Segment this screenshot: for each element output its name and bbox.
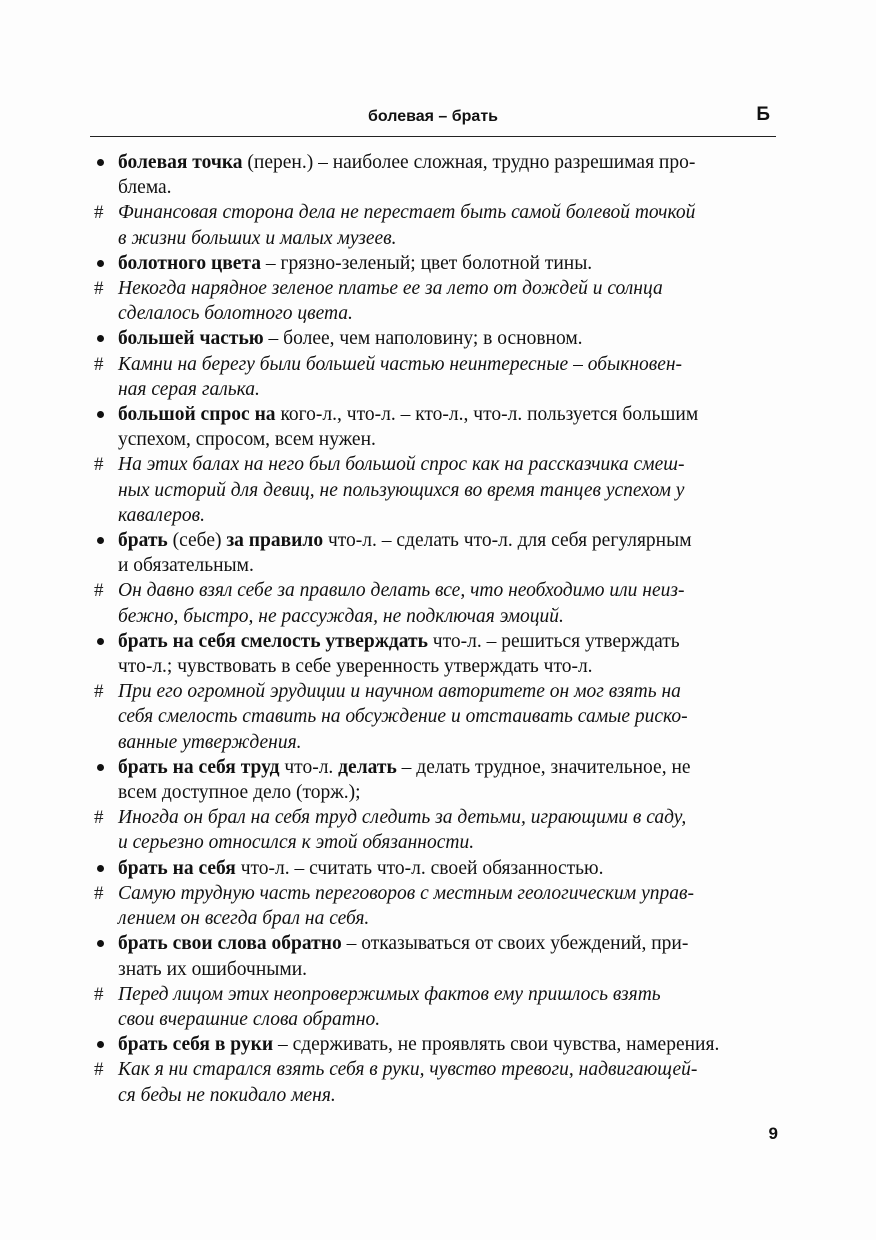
example-line bbox=[92, 352, 778, 377]
example-text: На этих балах на него был большой спрос как на рассказчика смеш- bbox=[118, 454, 685, 476]
definition-text: – грязно-зеленый; цвет болотной тины. bbox=[260, 252, 593, 274]
definition-text: всем доступное дело (торж.); bbox=[118, 782, 361, 804]
definition-line bbox=[92, 251, 778, 276]
bullet-dot-icon bbox=[97, 940, 104, 947]
bullet-icon bbox=[94, 528, 112, 553]
headword: брать bbox=[118, 530, 168, 552]
definition-text: – отказываться от своих убеждений, при- bbox=[341, 933, 689, 955]
definition-text: – более, чем наполовину; в основном. bbox=[263, 328, 583, 350]
example-text: бежно, быстро, не рассуждая, не подключая эмоций. bbox=[118, 605, 564, 627]
bullet-dot-icon bbox=[97, 764, 104, 771]
example-line bbox=[92, 906, 778, 931]
headword: болотного цвета bbox=[118, 252, 261, 274]
bullet-dot-icon bbox=[97, 335, 104, 342]
example-text: Перед лицом этих неопровержимых фактов ему пришлось взять bbox=[118, 983, 661, 1005]
headword: большой спрос на bbox=[118, 404, 276, 426]
example-marker: # bbox=[94, 278, 104, 300]
bullet-dot-icon bbox=[97, 865, 104, 872]
definition-text: что-л. – решиться утверждать bbox=[427, 630, 680, 652]
definition-text: (себе) bbox=[167, 530, 227, 552]
example-marker: # bbox=[94, 580, 104, 602]
definition-line bbox=[92, 402, 778, 427]
headword: брать на себя труд bbox=[118, 756, 280, 778]
definition-line bbox=[92, 957, 778, 982]
bullet-icon bbox=[94, 402, 112, 427]
bullet-icon bbox=[94, 629, 112, 654]
section-letter: Б bbox=[756, 104, 770, 125]
example-line bbox=[92, 377, 778, 402]
definition-text: (перен.) – наиболее сложная, трудно разрешимая про- bbox=[242, 152, 696, 173]
example-line bbox=[92, 452, 778, 477]
example-text: ся беды не покидало меня. bbox=[118, 1084, 336, 1106]
example-text: Финансовая сторона дела не перестает быть самой болевой точкой bbox=[118, 202, 696, 224]
bullet-icon bbox=[94, 856, 112, 881]
example-line bbox=[92, 730, 778, 755]
page-number: 9 bbox=[768, 1124, 778, 1143]
example-line bbox=[92, 578, 778, 603]
bullet-dot-icon bbox=[97, 159, 104, 166]
example-text: ванные утверждения. bbox=[118, 731, 302, 753]
headword: брать себя в руки bbox=[118, 1034, 274, 1056]
example-line bbox=[92, 503, 778, 528]
example-marker: # bbox=[94, 202, 104, 224]
bullet-icon bbox=[94, 755, 112, 780]
example-marker: # bbox=[94, 1059, 104, 1081]
example-text: в жизни больших и малых музеев. bbox=[118, 227, 397, 249]
example-text: лением он всегда брал на себя. bbox=[118, 908, 370, 930]
definition-line bbox=[92, 175, 778, 200]
example-marker: # bbox=[94, 807, 104, 829]
definition-text: – делать трудное, значительное, не bbox=[396, 756, 691, 778]
bullet-dot-icon bbox=[97, 1041, 104, 1048]
definition-line bbox=[92, 553, 778, 578]
example-text: кавалеров. bbox=[118, 504, 205, 526]
bullet-icon bbox=[94, 931, 112, 956]
definition-text: что-л. – сделать что-л. для себя регулярным bbox=[323, 530, 692, 552]
headword: за правило bbox=[226, 530, 324, 552]
bullet-icon bbox=[94, 251, 112, 276]
example-line bbox=[92, 301, 778, 326]
definition-text: блема. bbox=[118, 177, 172, 199]
example-line bbox=[92, 1083, 778, 1108]
example-text: При его огромной эрудиции и научном авторитете он мог взять на bbox=[118, 681, 681, 703]
example-line bbox=[92, 830, 778, 855]
definition-line bbox=[92, 629, 778, 654]
example-text: ная серая галька. bbox=[118, 378, 260, 400]
definition-text: что-л. bbox=[279, 756, 339, 778]
bullet-icon bbox=[94, 150, 112, 175]
definition-line bbox=[92, 856, 778, 881]
example-line bbox=[92, 226, 778, 251]
headword: брать на себя bbox=[118, 857, 236, 879]
example-text: Самую трудную часть переговоров с местным геологическим управ- bbox=[118, 882, 694, 904]
definition-line bbox=[92, 150, 778, 175]
definition-line bbox=[92, 755, 778, 780]
headword: брать на себя смелость утверждать bbox=[118, 630, 428, 652]
page-header bbox=[90, 104, 776, 137]
entries-list bbox=[92, 150, 778, 1108]
definition-text: что-л.; чувствовать в себе уверенность утверждать что-л. bbox=[118, 656, 593, 678]
definition-text: – сдерживать, не проявлять свои чувства, намерения. bbox=[273, 1034, 720, 1056]
definition-line bbox=[92, 780, 778, 805]
example-text: Как я ни старался взять себя в руки, чувство тревоги, надвигающей- bbox=[118, 1059, 698, 1081]
headword: болевая точка bbox=[118, 152, 243, 173]
example-line bbox=[92, 604, 778, 629]
definition-text: знать их ошибочными. bbox=[118, 958, 308, 980]
example-text: и серьезно относился к этой обязанности. bbox=[118, 832, 475, 854]
bullet-dot-icon bbox=[97, 537, 104, 544]
bullet-dot-icon bbox=[97, 638, 104, 645]
definition-text: успехом, спросом, всем нужен. bbox=[118, 429, 376, 451]
example-marker: # bbox=[94, 983, 104, 1005]
definition-line bbox=[92, 427, 778, 452]
bullet-icon bbox=[94, 326, 112, 351]
example-line bbox=[92, 276, 778, 301]
example-line bbox=[92, 478, 778, 503]
definition-line bbox=[92, 931, 778, 956]
bullet-icon bbox=[94, 1032, 112, 1057]
definition-line bbox=[92, 326, 778, 351]
definition-text: что-л. – считать что-л. своей обязанностью. bbox=[235, 857, 604, 879]
example-marker: # bbox=[94, 882, 104, 904]
example-line bbox=[92, 1007, 778, 1032]
example-line bbox=[92, 704, 778, 729]
headword: большей частью bbox=[118, 328, 264, 350]
example-marker: # bbox=[94, 681, 104, 703]
definition-line bbox=[92, 528, 778, 553]
headword: брать свои слова обратно bbox=[118, 933, 342, 955]
example-line bbox=[92, 982, 778, 1007]
example-text: свои вчерашние слова обратно. bbox=[118, 1008, 381, 1030]
running-head: болевая – брать bbox=[368, 108, 498, 125]
example-text: ных историй для девиц, не пользующихся во время танцев успехом у bbox=[118, 479, 685, 501]
bullet-dot-icon bbox=[97, 411, 104, 418]
example-line bbox=[92, 200, 778, 225]
example-marker: # bbox=[94, 454, 104, 476]
definition-text: кого-л., что-л. – кто-л., что-л. пользуется большим bbox=[275, 404, 699, 426]
example-text: себя смелость ставить на обсуждение и отстаивать самые риско- bbox=[118, 706, 688, 728]
definition-line bbox=[92, 654, 778, 679]
example-text: Камни на берегу были большей частью неинтересные – обыкновен- bbox=[118, 353, 683, 375]
example-text: Некогда нарядное зеленое платье ее за лето от дождей и солнца bbox=[118, 278, 663, 300]
example-line bbox=[92, 805, 778, 830]
example-text: сделалось болотного цвета. bbox=[118, 303, 353, 325]
definition-text: и обязательным. bbox=[118, 555, 254, 577]
example-line bbox=[92, 881, 778, 906]
headword: делать bbox=[338, 756, 397, 778]
example-text: Он давно взял себе за правило делать все, что необходимо или неиз- bbox=[118, 580, 685, 602]
example-marker: # bbox=[94, 353, 104, 375]
example-text: Иногда он брал на себя труд следить за детьми, играющими в саду, bbox=[118, 807, 687, 829]
example-line bbox=[92, 679, 778, 704]
definition-line bbox=[92, 1032, 778, 1057]
bullet-dot-icon bbox=[97, 260, 104, 267]
example-line bbox=[92, 1057, 778, 1082]
